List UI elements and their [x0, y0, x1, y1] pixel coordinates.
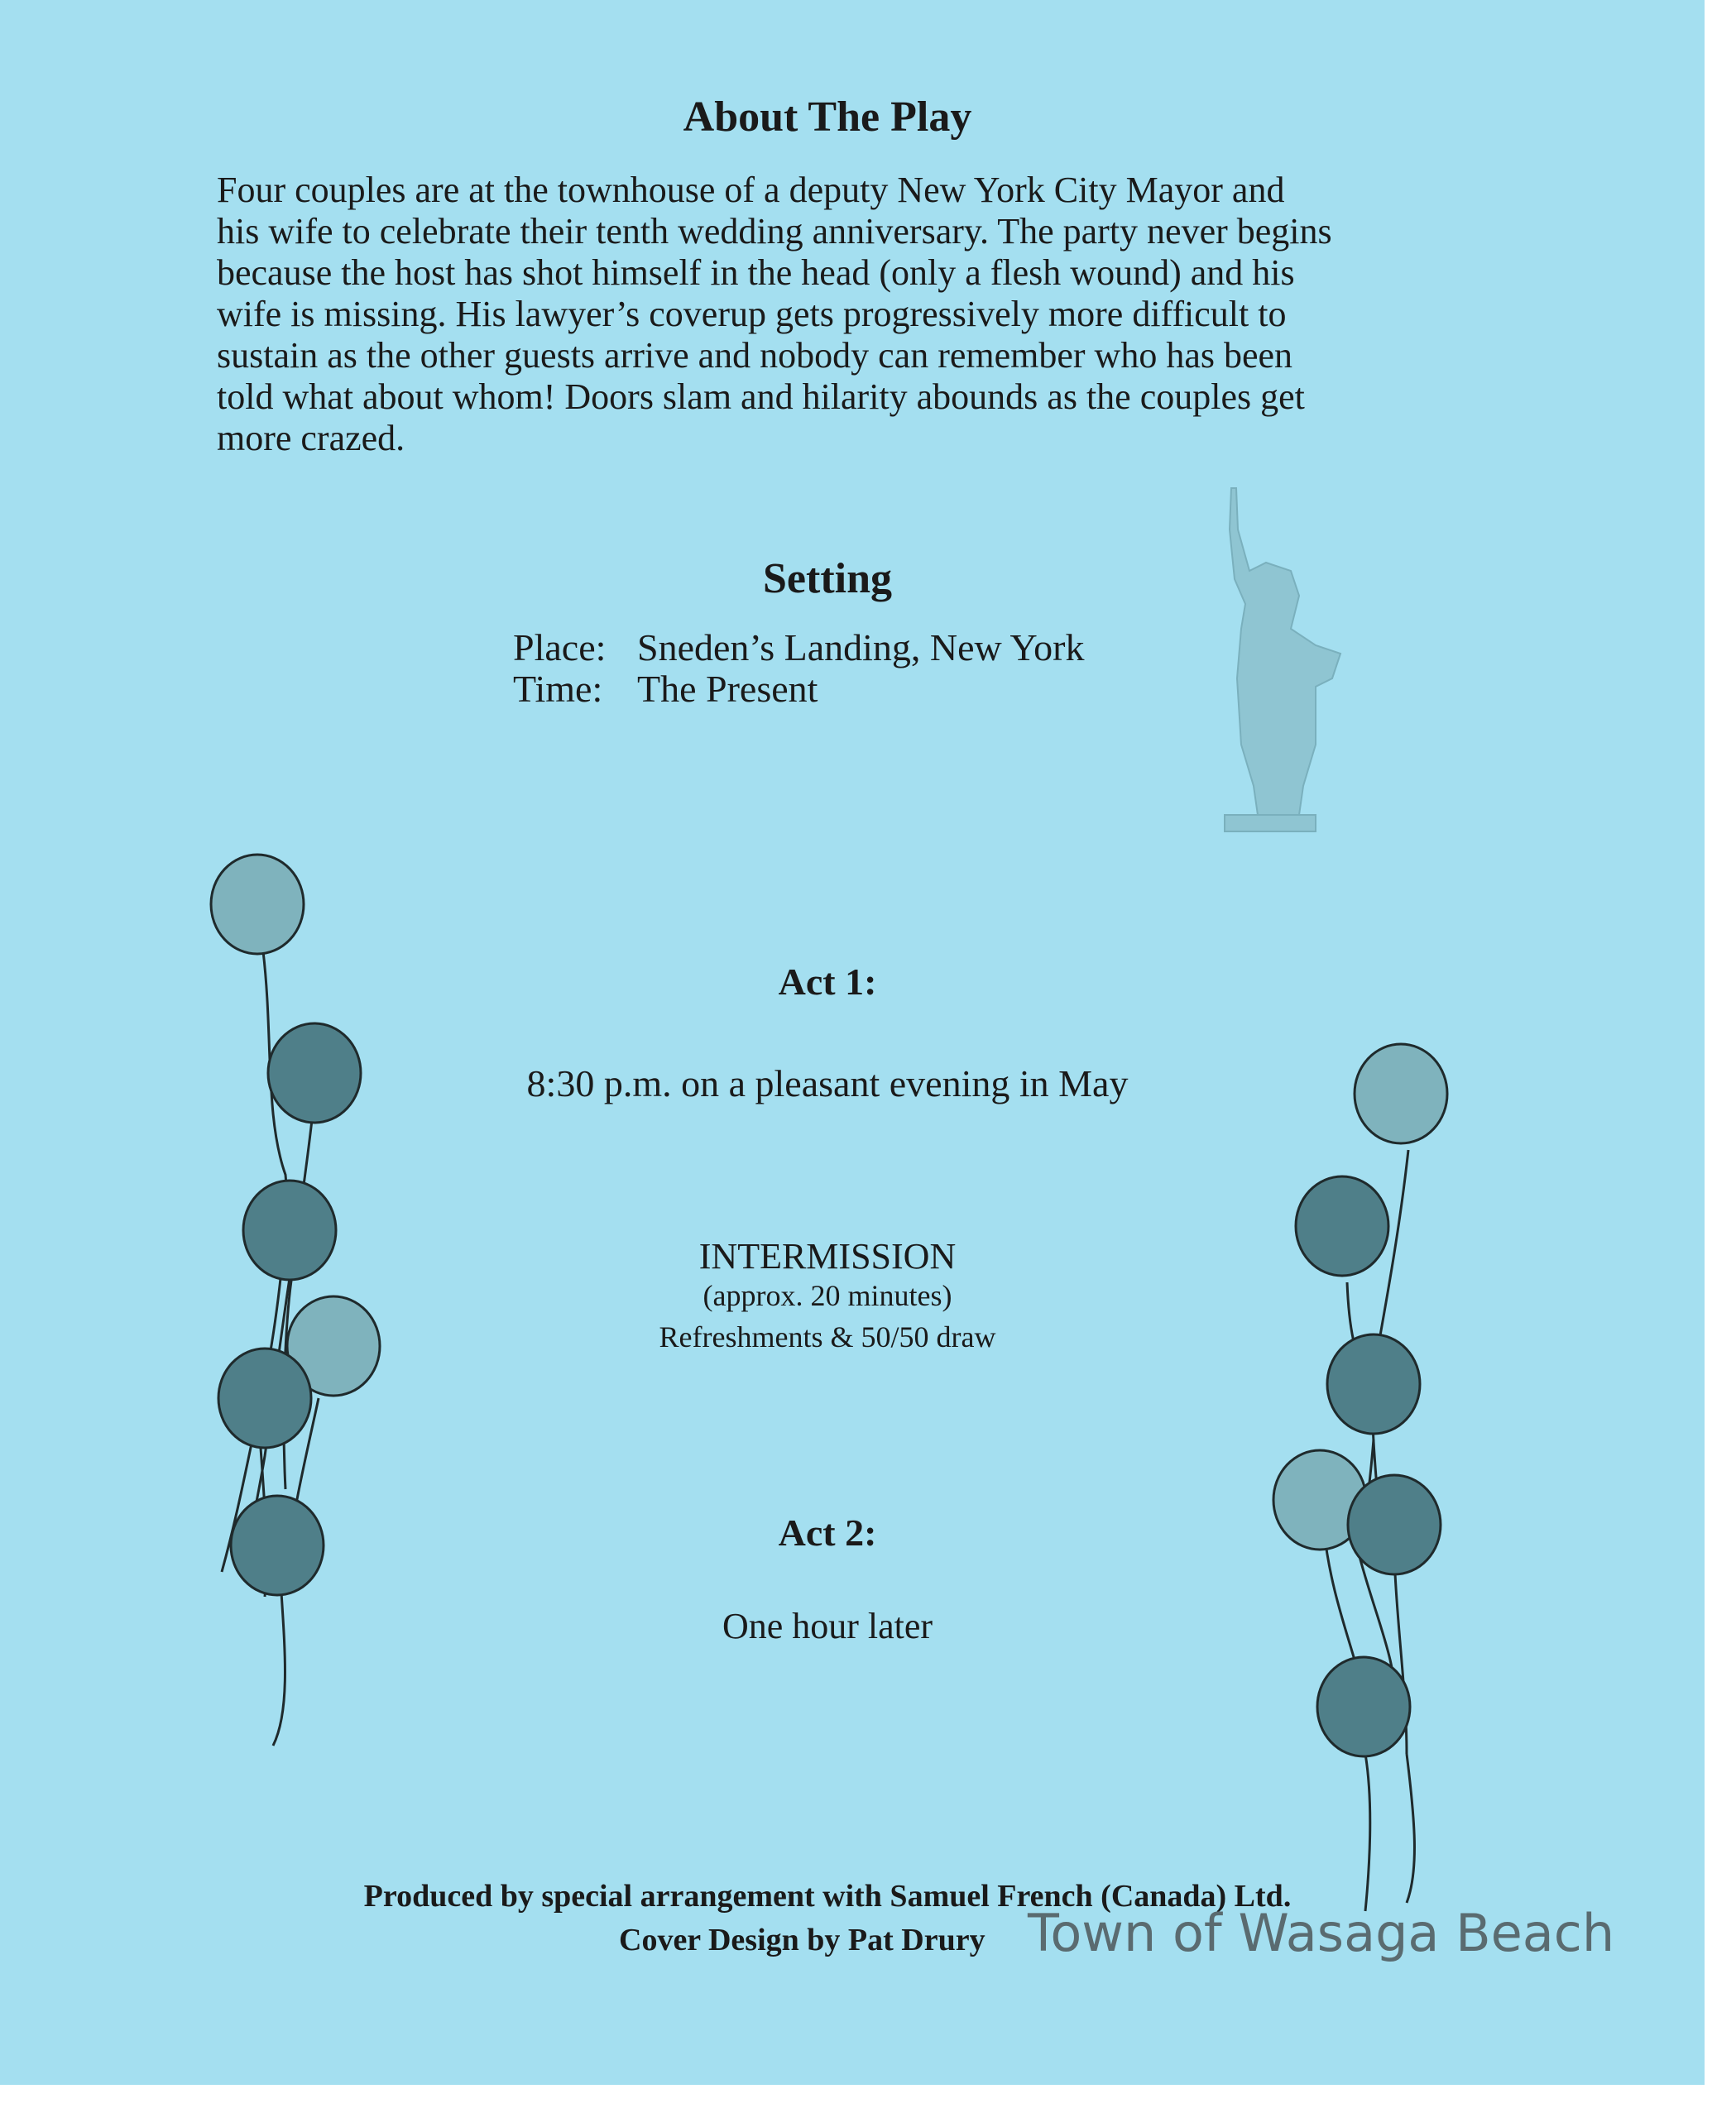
produced-credit: Produced by special arrangement with Samuel French (Canada) Ltd.	[363, 1879, 1292, 1914]
time-label: Time:	[513, 668, 603, 710]
balloon-icon	[1317, 1657, 1410, 1756]
setting-title: Setting	[763, 555, 892, 602]
about-description: Four couples are at the townhouse of a deputy New York City Mayor and his wife to celebrate their tenth wedding anniversary. The party never begins because the host has shot himself in the head (only a flesh wound) and his wife is missing. His lawyer’s coverup gets progressively more difficult to sustain as the other guests arrive and nobody can remember who has been told what about whom! Doors slam and hilarity abounds as the couples get more crazed.	[217, 170, 1332, 458]
statue-of-liberty-icon	[1225, 488, 1340, 831]
act1-heading: Act 1:	[778, 961, 877, 1003]
balloon-icon	[218, 1349, 311, 1448]
cover-credit: Cover Design by Pat Drury	[619, 1923, 985, 1957]
setting-place-row	[513, 627, 1084, 668]
balloon-cluster-right	[1273, 1044, 1447, 1756]
act1-text: 8:30 p.m. on a pleasant evening in May	[526, 1062, 1129, 1104]
time-value: The Present	[637, 668, 818, 710]
act2-heading: Act 2:	[778, 1512, 877, 1554]
intermission-heading: INTERMISSION	[698, 1236, 957, 1277]
place-label: Place:	[513, 626, 607, 668]
balloon-icon	[211, 855, 304, 954]
watermark: Town of Wasaga Beach	[1028, 1903, 1615, 1963]
setting-time-row	[513, 668, 1084, 710]
about-title: About The Play	[683, 93, 972, 141]
place-value: Sneden’s Landing, New York	[637, 626, 1085, 668]
intermission-refreshments: Refreshments & 50/50 draw	[659, 1320, 996, 1353]
act2-text: One hour later	[722, 1606, 933, 1646]
intermission-duration: (approx. 20 minutes)	[703, 1279, 952, 1312]
setting-details	[513, 627, 1084, 710]
